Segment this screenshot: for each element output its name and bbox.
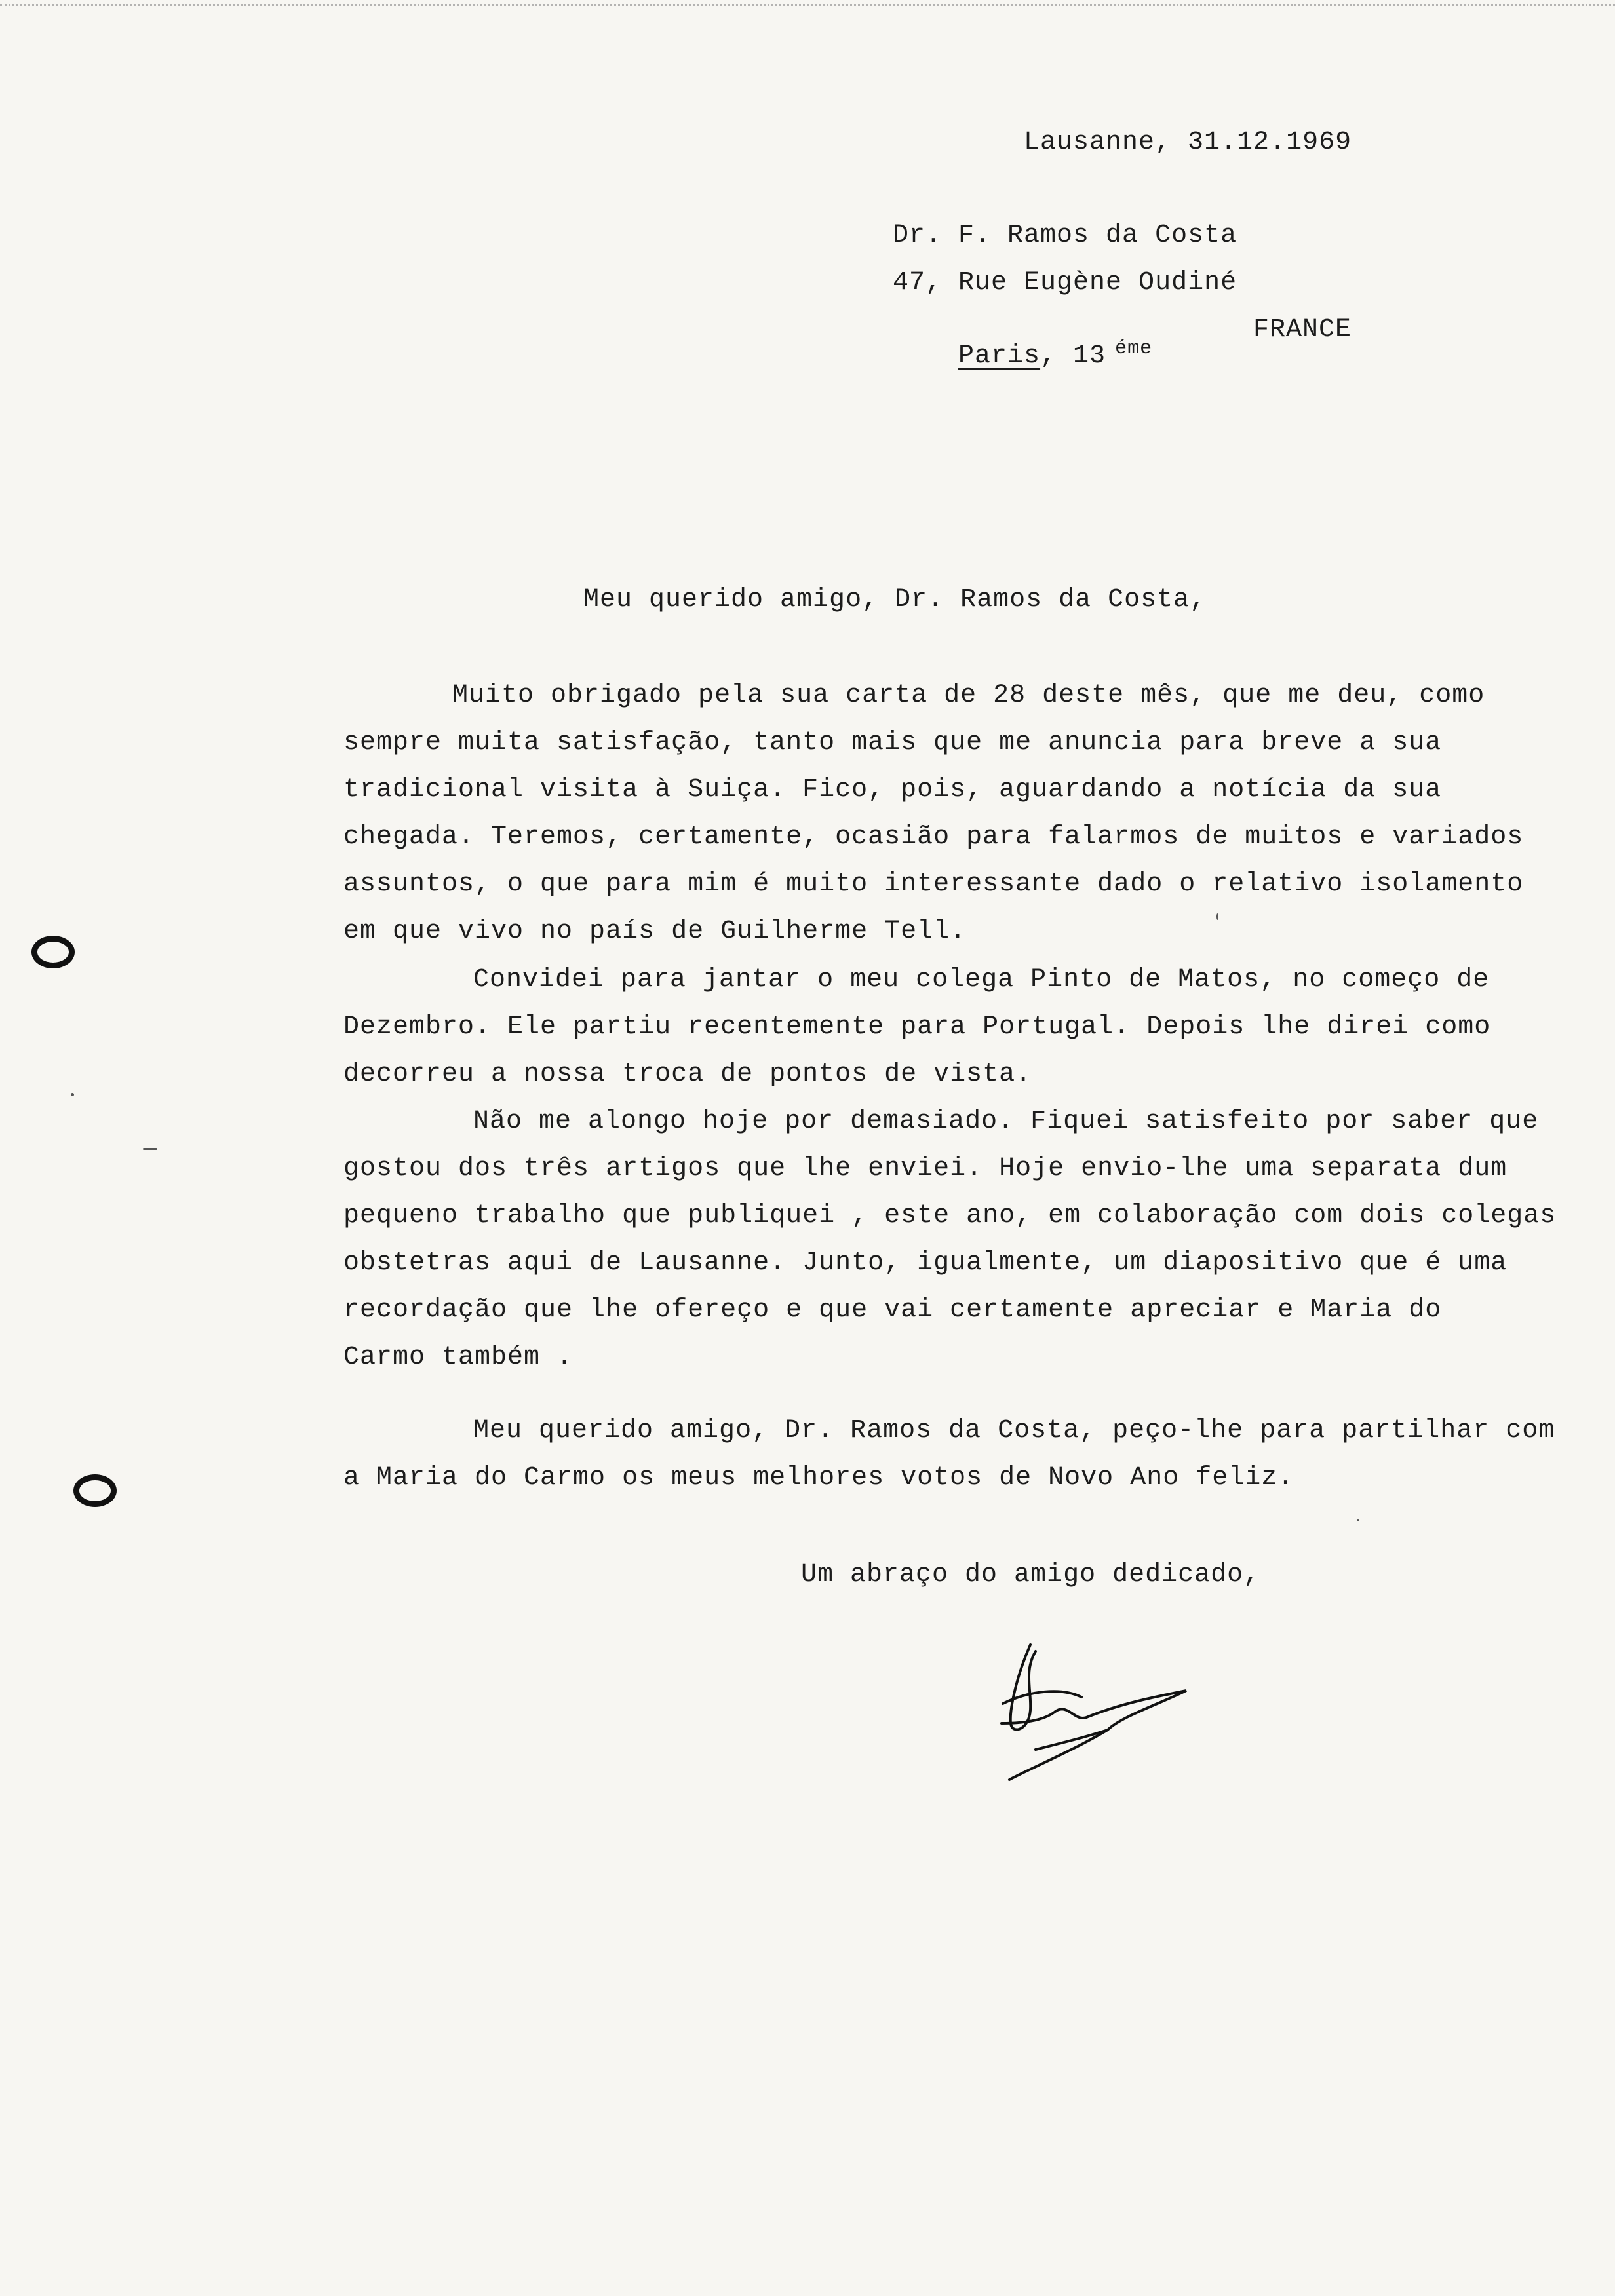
paragraph4-line: a Maria do Carmo os meus melhores votos de Novo Ano feliz. [343,1463,1294,1493]
paragraph1-line: tradicional visita à Suiça. Fico, pois, aguardando a notícia da sua [343,775,1442,805]
paragraph1-line: sempre muita satisfação, tanto mais que me anuncia para breve a sua [343,728,1442,757]
recipient-city: Paris [958,341,1041,371]
paragraph4-line: Meu querido amigo, Dr. Ramos da Costa, peço-lhe para partilhar com [473,1416,1555,1445]
salutation: Meu querido amigo, Dr. Ramos da Costa, [583,585,1207,615]
paragraph2-line: Convidei para jantar o meu colega Pinto de Matos, no começo de [473,965,1490,995]
paragraph3-line: Não me alongo hoje por demasiado. Fiquei satisfeito por saber que [473,1107,1539,1136]
paragraph2-line: decorreu a nossa troca de pontos de vista. [343,1060,1032,1089]
recipient-arrondissement: , 13 [1040,341,1106,371]
arrondissement-suffix: éme [1115,337,1153,360]
paragraph1-line: chegada. Teremos, certamente, ocasião para falarmos de muitos e variados [343,822,1524,852]
punch-hole-upper [31,936,75,968]
recipient-country: FRANCE [1253,315,1352,345]
date-line: Lausanne, 31.12.1969 [1024,128,1352,157]
scan-top-edge [0,4,1615,9]
closing: Um abraço do amigo dedicado, [801,1560,1260,1590]
punch-hole-lower [73,1474,117,1507]
paragraph1-line: assuntos, o que para mim é muito interessante dado o relativo isolamento [343,870,1524,899]
paragraph2-line: Dezembro. Ele partiu recentemente para Portugal. Depois lhe direi como [343,1012,1491,1042]
paragraph3-line: Carmo também . [343,1343,574,1372]
recipient-street: 47, Rue Eugène Oudiné [893,268,1237,297]
paragraph1-line: Muito obrigado pela sua carta de 28 deste mês, que me deu, como [452,681,1485,710]
paragraph3-line: obstetras aqui de Lausanne. Junto, igualmente, um diapositivo que é uma [343,1248,1508,1278]
margin-speck [1357,1519,1359,1521]
margin-speck [71,1093,74,1096]
paragraph3-line: gostou dos três artigos que lhe enviei. Hoje envio-lhe uma separata dum [343,1154,1508,1183]
signature [990,1625,1213,1795]
paragraph1-line: em que vivo no país de Guilherme Tell. [343,917,967,946]
margin-speck [143,1148,157,1150]
paragraph3-line: recordação que lhe ofereço e que vai certamente apreciar e Maria do [343,1295,1442,1325]
recipient-name: Dr. F. Ramos da Costa [893,221,1237,250]
recipient-city-line [893,317,1152,397]
paragraph3-line: pequeno trabalho que publiquei , este ano, em colaboração com dois colegas [343,1201,1557,1231]
margin-speck [1216,913,1218,920]
